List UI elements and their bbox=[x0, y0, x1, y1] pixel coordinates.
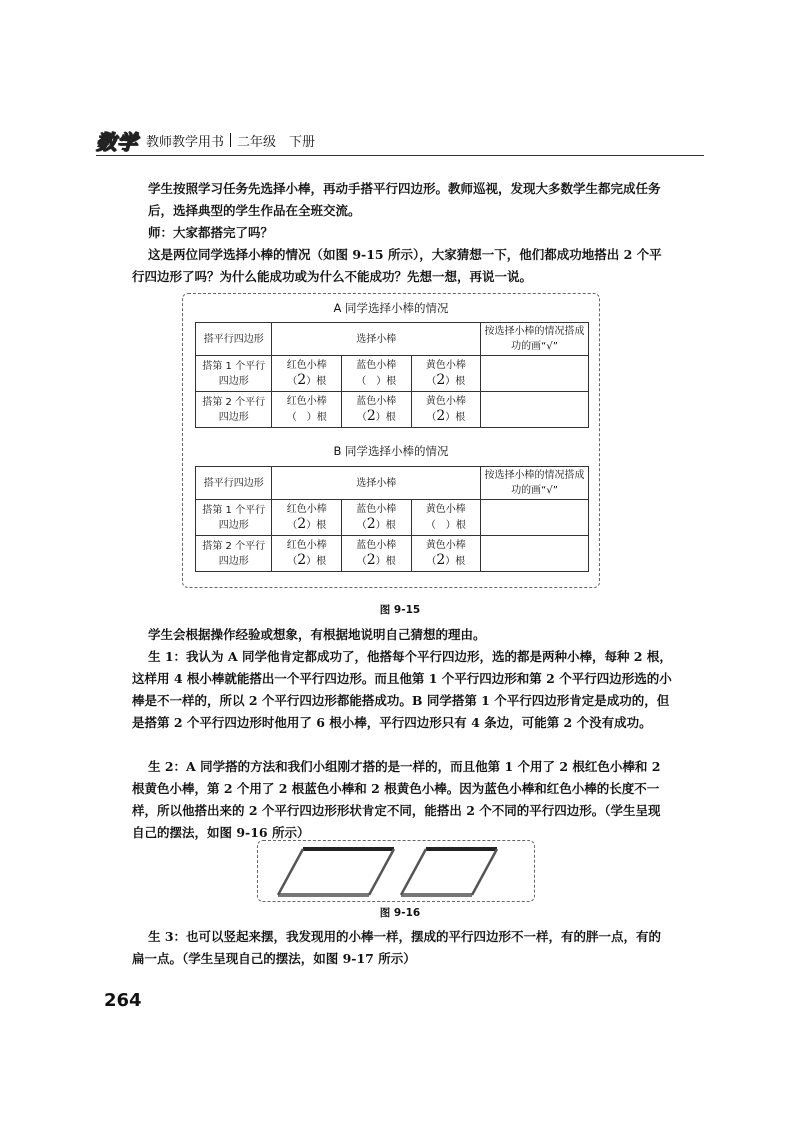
table-b-title: B 同学选择小棒的情况 bbox=[333, 444, 449, 458]
table-a-col2-header: 选择小棒 bbox=[272, 323, 481, 356]
blue-count: 2 bbox=[366, 516, 376, 532]
table-b-col1-header: 搭平行四边形 bbox=[196, 467, 272, 500]
blue-stick-cell: 蓝色小棒 （2）根 bbox=[342, 392, 412, 428]
result-cell bbox=[481, 536, 589, 572]
page-header bbox=[96, 128, 315, 152]
blue-count: 2 bbox=[366, 552, 376, 568]
table-a bbox=[195, 322, 589, 428]
row-label: 搭第 1 个平行四边形 bbox=[196, 500, 272, 536]
table-row bbox=[196, 536, 589, 572]
parallelogram-2 bbox=[401, 849, 497, 895]
paragraph-teacher-question: 师：大家都搭完了吗？ bbox=[148, 225, 274, 240]
table-a-col3-header: 按选择小棒的情况搭成功的画“√” bbox=[481, 323, 589, 356]
paragraph-guess: 这是两位同学选择小棒的情况（如图 9-15 所示），大家猜想一下，他们都成功地搭出 2 个平行四边形了吗？为什么能成功或为什么不能成功？先想一想，再说一说。 bbox=[132, 247, 662, 284]
yellow-count: 2 bbox=[436, 372, 446, 388]
yellow-stick-cell: 黄色小棒 （2）根 bbox=[411, 356, 481, 392]
paragraph-student-1: 生 1：我认为 A 同学他肯定都成功了，他搭每个平行四边形，选的都是两种小棒，每种 2 根，这样用 4 根小棒就能搭出一个平行四边形。而且他第 1 个平行四边形和第 2 个平行四边形选的小棒是不一样的，所以 2 个平行四边形都能搭成功。B 同学搭第 1 个平行四边形肯定是成功的，但是搭第 2 个平行四边形时他用了 6 根小棒，平行四边形只有 4 条边，可能第 2 个没有成功。 bbox=[132, 649, 672, 730]
paragraph-reasoning-intro: 学生会根据操作经验或想象，有根据地说明自己猜想的理由。 bbox=[148, 627, 486, 642]
table-a-col1-header: 搭平行四边形 bbox=[196, 323, 272, 356]
table-a-title: A 同学选择小棒的情况 bbox=[333, 301, 449, 315]
table-b bbox=[195, 466, 589, 572]
header-rule bbox=[96, 155, 704, 156]
blue-stick-cell: 蓝色小棒 （2）根 bbox=[342, 536, 412, 572]
result-cell bbox=[481, 356, 589, 392]
result-cell bbox=[481, 500, 589, 536]
red-count: 2 bbox=[297, 372, 307, 388]
yellow-stick-cell: 黄色小棒 （ ）根 bbox=[411, 500, 481, 536]
paragraph-task: 学生按照学习任务先选择小棒，再动手搭平行四边形。教师巡视，发现大多数学生都完成任务后，选择典型的学生作品在全班交流。 bbox=[148, 181, 661, 218]
row-label: 搭第 1 个平行四边形 bbox=[196, 356, 272, 392]
figure-9-16 bbox=[257, 840, 535, 902]
table-row bbox=[196, 392, 589, 428]
red-stick-cell: 红色小棒 （2）根 bbox=[272, 500, 342, 536]
stick-left-1 bbox=[278, 849, 303, 895]
red-count: 2 bbox=[297, 552, 307, 568]
figure-9-16-caption: 图 9-16 bbox=[379, 907, 421, 919]
figure-9-15-caption: 图 9-15 bbox=[379, 604, 421, 616]
header-divider bbox=[230, 133, 231, 147]
yellow-count: 2 bbox=[436, 408, 446, 424]
figure-9-15 bbox=[182, 293, 600, 588]
blue-stick-cell: 蓝色小棒 （ ）根 bbox=[342, 356, 412, 392]
row-label: 搭第 2 个平行四边形 bbox=[196, 536, 272, 572]
red-count: 2 bbox=[297, 516, 307, 532]
table-b-col2-header: 选择小棒 bbox=[272, 467, 481, 500]
yellow-stick-cell: 黄色小棒 （2）根 bbox=[411, 536, 481, 572]
stick-right-1 bbox=[369, 849, 394, 895]
stick-right-2 bbox=[472, 849, 497, 895]
blue-stick-cell: 蓝色小棒 （2）根 bbox=[342, 500, 412, 536]
yellow-stick-cell: 黄色小棒 （2）根 bbox=[411, 392, 481, 428]
blue-count: 2 bbox=[366, 408, 376, 424]
row-label: 搭第 2 个平行四边形 bbox=[196, 392, 272, 428]
paragraph-student-2: 生 2：A 同学搭的方法和我们小组刚才搭的是一样的，而且他第 1 个用了 2 根红色小棒和 2 根黄色小棒，第 2 个用了 2 根蓝色小棒和 2 根黄色小棒。因为蓝色小棒和红色小棒的长度不一样，所以他搭出来的 2 个平行四边形形状肯定不同，能搭出 2 个不同的平行四边形。（学生呈现自己的摆法，如图 9-16 所示） bbox=[132, 759, 661, 840]
red-stick-cell: 红色小棒 （2）根 bbox=[272, 356, 342, 392]
table-row bbox=[196, 356, 589, 392]
parallelogram-drawing bbox=[258, 841, 536, 903]
paragraph-student-3: 生 3：也可以竖起来摆，我发现用的小棒一样，摆成的平行四边形不一样，有的胖一点，有的扁一点。（学生呈现自己的摆法，如图 9-17 所示） bbox=[132, 929, 662, 966]
stick-left-2 bbox=[401, 849, 426, 895]
parallelogram-1 bbox=[278, 849, 394, 895]
table-row bbox=[196, 500, 589, 536]
page-number: 264 bbox=[104, 990, 142, 1011]
book-brand-logo: 数学 bbox=[96, 129, 138, 154]
book-title: 教师教学用书 bbox=[146, 134, 225, 150]
table-b-col3-header: 按选择小棒的情况搭成功的画“√” bbox=[481, 467, 589, 500]
red-stick-cell: 红色小棒 （ ）根 bbox=[272, 392, 342, 428]
grade-label: 二年级 下册 bbox=[237, 134, 316, 150]
yellow-count: 2 bbox=[436, 552, 446, 568]
result-cell bbox=[481, 392, 589, 428]
red-stick-cell: 红色小棒 （2）根 bbox=[272, 536, 342, 572]
